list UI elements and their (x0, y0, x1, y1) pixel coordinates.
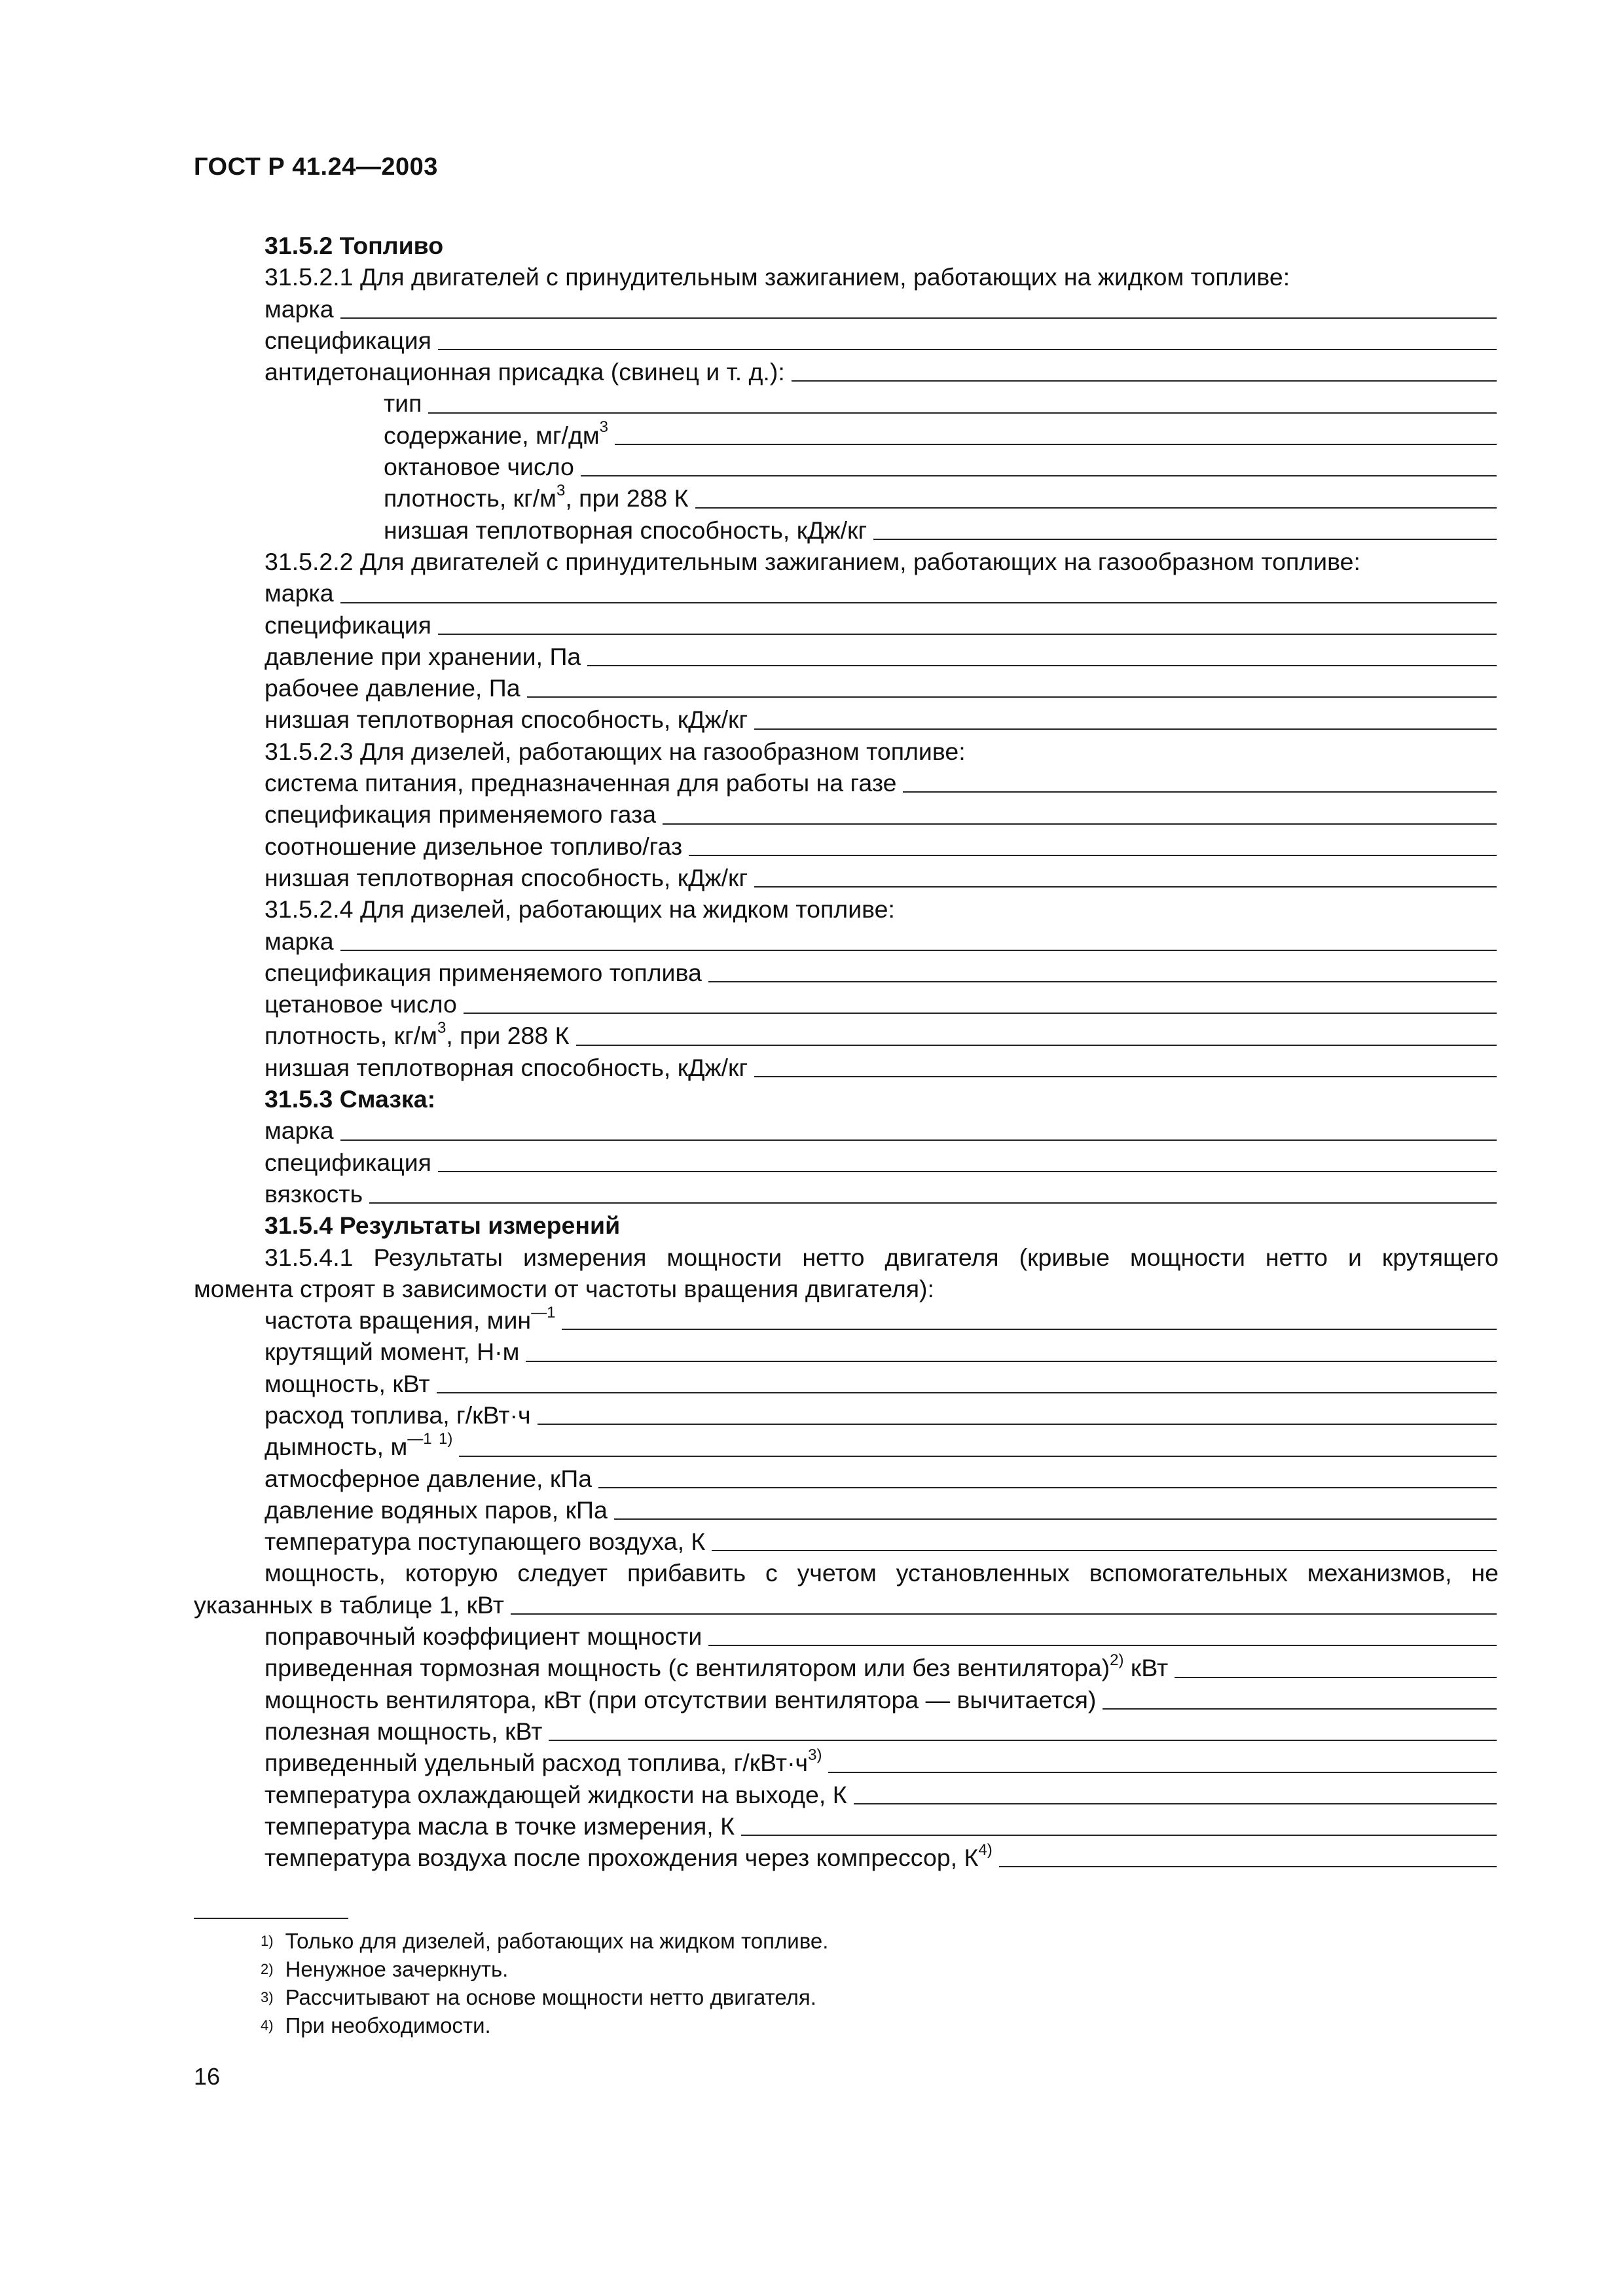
field-tip (194, 387, 1499, 419)
field-oktan (194, 451, 1499, 482)
field-label: полезная мощность, кВт (264, 1717, 543, 1745)
field-polezn (194, 1715, 1499, 1747)
fill-line[interactable] (1175, 1677, 1497, 1678)
footnote-4: $^{4)}$ При необходимости. (194, 2011, 828, 2039)
field-antidet (194, 356, 1499, 387)
field-marka-5 (194, 1115, 1499, 1146)
fill-line[interactable] (614, 1518, 1497, 1520)
label-text: приведенный удельный расход топлива, г/кВт·ч (264, 1749, 809, 1777)
fill-line[interactable] (526, 1361, 1497, 1362)
superscript: 3 (437, 1018, 447, 1037)
footnote-ref: 2) (1110, 1651, 1124, 1669)
section-title-31-5-3: 31.5.3 Смазка: (264, 1085, 436, 1113)
field-cetan (194, 988, 1499, 1020)
field-temp-vozd (194, 1526, 1499, 1557)
field-label (384, 482, 689, 514)
fill-line[interactable] (873, 539, 1497, 540)
field-marka-4 (194, 925, 1499, 957)
field-chastota (194, 1304, 1499, 1336)
label-text: кВт (1123, 1654, 1169, 1682)
label-text: содержание, мг/дм (384, 421, 600, 449)
field-label: давление при хранении, Па (264, 642, 581, 670)
footnote-separator (194, 1918, 348, 1919)
fill-line[interactable] (549, 1740, 1497, 1741)
footnotes (194, 1927, 828, 2039)
label-text: плотность, кг/м (384, 484, 556, 512)
field-label: антидетонационная присадка (свинец и т. д.): (264, 358, 785, 386)
field-soderzh (194, 420, 1499, 451)
fill-line[interactable] (754, 1076, 1497, 1077)
field-label: спецификация применяемого газа (264, 800, 657, 829)
field-label: низшая теплотворная способность, кДж/кг (264, 1053, 748, 1081)
fill-line[interactable] (689, 855, 1497, 856)
fill-line[interactable] (828, 1772, 1497, 1773)
subsection-31-5-2-4: 31.5.2.4 Для дизелей, работающих на жидком топливе: (264, 895, 895, 924)
superscript: 3 (556, 481, 566, 499)
subsection-31-5-2-1: 31.5.2.1 Для двигателей с принудительным зажиганием, работающих на жидком топливе: (264, 263, 1290, 291)
fill-line[interactable] (369, 1202, 1497, 1204)
footnote-3: $^{3)}$ Рассчитывают на основе мощности нетто двигателя. (194, 1983, 828, 2011)
field-label (264, 1431, 452, 1462)
fill-line[interactable] (754, 728, 1497, 730)
field-plotnost-1 (194, 482, 1499, 514)
fill-line[interactable] (464, 1013, 1497, 1014)
field-vent (194, 1684, 1499, 1715)
field-label: низшая теплотворная способность, кДж/кг (264, 863, 748, 891)
footnote-1: $^{1)}$ Только для дизелей, работающих на жидком топливе. (194, 1927, 828, 1955)
label-text: дымность, м (264, 1433, 408, 1461)
field-label: низшая теплотворная способность, кДж/кг (264, 706, 748, 734)
field-popr (194, 1621, 1499, 1652)
label-text: частота вращения, мин (264, 1306, 532, 1335)
field-nizsh-1 (194, 514, 1499, 546)
fill-line[interactable] (527, 696, 1497, 698)
footnote-text: Ненужное зачеркнуть. (285, 1957, 509, 1981)
field-nizsh-3 (194, 862, 1499, 893)
fill-line[interactable] (754, 886, 1497, 888)
field-label: указанных в таблице 1, кВт (194, 1590, 504, 1619)
field-marka-1 (194, 293, 1499, 325)
field-plotnost-4 (194, 1020, 1499, 1051)
fill-line[interactable] (587, 665, 1497, 666)
field-tormoz (194, 1652, 1499, 1683)
footnote-text: Только для дизелей, работающих на жидком топливе. (285, 1929, 829, 1953)
fill-line[interactable] (340, 602, 1497, 603)
superscript: 3 (599, 418, 608, 437)
fill-line[interactable] (581, 475, 1497, 476)
field-label (264, 1652, 1168, 1683)
field-label: температура масла в точке измерения, К (264, 1812, 735, 1840)
page-number: 16 (194, 2063, 221, 2090)
fill-line[interactable] (999, 1866, 1497, 1867)
superscript: —1 (531, 1303, 556, 1321)
footnote-text: Рассчитывают на основе мощности нетто двигателя. (285, 1985, 816, 2009)
field-spec-1 (194, 325, 1499, 356)
field-udeln (194, 1747, 1499, 1778)
field-label: крутящий момент, Н·м (264, 1338, 520, 1366)
field-pribav-label: мощность, которую следует прибавить с учетом установленных вспомогательных механизмов, не (264, 1559, 1499, 1587)
field-nizsh-2 (194, 704, 1499, 735)
field-label: марка (264, 579, 334, 607)
field-spec-2 (194, 609, 1499, 641)
field-label: марка (264, 295, 334, 323)
document-header: ГОСТ Р 41.24—2003 (194, 153, 438, 181)
field-ohl (194, 1779, 1499, 1810)
footnote-2: $^{2)}$ Ненужное зачеркнуть. (194, 1955, 828, 1983)
field-label: низшая теплотворная способность, кДж/кг (384, 516, 867, 544)
fill-line[interactable] (708, 1645, 1497, 1646)
field-label: мощность, кВт (264, 1369, 430, 1397)
superscript: —1 (407, 1429, 432, 1448)
field-pribav (194, 1589, 1499, 1621)
label-text: плотность, кг/м (264, 1022, 437, 1050)
field-label: спецификация (264, 326, 431, 354)
field-atm (194, 1463, 1499, 1494)
section-title-31-5-4: 31.5.4 Результаты измерений (264, 1211, 621, 1240)
fill-line[interactable] (903, 791, 1497, 793)
fill-line[interactable] (695, 507, 1497, 509)
fill-line[interactable] (340, 317, 1497, 319)
field-label: атмосферное давление, кПа (264, 1464, 593, 1492)
field-vod (194, 1494, 1499, 1526)
fill-line[interactable] (562, 1329, 1497, 1330)
field-label: мощность вентилятора, кВт (при отсутствии вентилятора — вычитается) (264, 1685, 1097, 1713)
fill-line[interactable] (576, 1045, 1497, 1046)
field-moshn (194, 1368, 1499, 1399)
subsection-31-5-2-3: 31.5.2.3 Для дизелей, работающих на газообразном топливе: (264, 737, 966, 765)
subsection-31-5-4-1-cont: момента строят в зависимости от частоты вращения двигателя): (194, 1274, 934, 1302)
field-krut (194, 1336, 1499, 1367)
field-rashod (194, 1399, 1499, 1431)
fill-line[interactable] (712, 1550, 1497, 1551)
field-label: давление водяных паров, кПа (264, 1496, 608, 1524)
fill-line[interactable] (437, 1392, 1497, 1393)
fill-line[interactable] (340, 1139, 1497, 1141)
fill-line[interactable] (854, 1803, 1497, 1804)
footnote-ref: 3) (808, 1746, 822, 1764)
label-text: , при 288 К (446, 1022, 570, 1050)
field-sistema (194, 767, 1499, 798)
footnote-ref: 4) (978, 1840, 993, 1859)
fill-line[interactable] (438, 634, 1497, 635)
field-label: марка (264, 927, 334, 955)
label-text: температура воздуха после прохождения через компрессор, К (264, 1844, 979, 1872)
field-label: марка (264, 1117, 334, 1145)
field-label: спецификация (264, 1148, 431, 1176)
field-sootn (194, 831, 1499, 862)
fill-line[interactable] (438, 1171, 1497, 1172)
footnote-ref: 1) (439, 1429, 453, 1448)
footnote-text: При необходимости. (285, 2013, 491, 2037)
field-rab-davl (194, 672, 1499, 704)
fill-line[interactable] (708, 981, 1497, 982)
subsection-31-5-4-1: 31.5.4.1 Результаты измерения мощности нетто двигателя (кривые мощности нетто и крутящего (264, 1243, 1499, 1271)
field-label (264, 1842, 993, 1873)
field-label: система питания, предназначенная для работы на газе (264, 769, 897, 797)
field-label: октановое число (384, 453, 574, 481)
field-label: цетановое число (264, 990, 457, 1018)
field-label: температура охлаждающей жидкости на выходе, К (264, 1780, 847, 1808)
field-vyazk (194, 1178, 1499, 1210)
field-spec-5 (194, 1147, 1499, 1178)
fill-line[interactable] (598, 1487, 1497, 1488)
form-content (194, 230, 1499, 1873)
field-label: поправочный коэффициент мощности (264, 1623, 702, 1651)
field-label (264, 1304, 555, 1336)
fill-line[interactable] (792, 380, 1497, 382)
field-label (384, 420, 608, 451)
section-title-31-5-2: 31.5.2 Топливо (264, 232, 444, 259)
fill-line[interactable] (340, 950, 1497, 951)
fill-line[interactable] (511, 1613, 1497, 1615)
field-label: тип (384, 389, 422, 418)
fill-line[interactable] (615, 444, 1497, 445)
field-spec-topl (194, 957, 1499, 988)
label-text: , при 288 К (565, 484, 689, 512)
field-davl-hran (194, 641, 1499, 672)
field-masla (194, 1810, 1499, 1842)
field-spec-gaza (194, 798, 1499, 830)
field-label: спецификация (264, 611, 431, 639)
fill-line[interactable] (428, 412, 1497, 414)
field-label: рабочее давление, Па (264, 674, 520, 702)
field-marka-2 (194, 577, 1499, 609)
fill-line[interactable] (459, 1456, 1497, 1457)
fill-line[interactable] (663, 823, 1497, 825)
field-label: соотношение дизельное топливо/газ (264, 832, 683, 860)
field-label: вязкость (264, 1179, 363, 1208)
field-label: расход топлива, г/кВт·ч (264, 1401, 531, 1429)
subsection-31-5-2-2: 31.5.2.2 Для двигателей с принудительным зажиганием, работающих на газообразном топливе: (264, 547, 1360, 575)
field-label: спецификация применяемого топлива (264, 958, 702, 986)
field-nizsh-4 (194, 1052, 1499, 1083)
label-text: приведенная тормозная мощность (с вентилятором или без вентилятора) (264, 1654, 1110, 1682)
field-kompr (194, 1842, 1499, 1873)
fill-line[interactable] (438, 349, 1497, 350)
field-label (264, 1747, 822, 1778)
field-label (264, 1020, 570, 1051)
fill-line[interactable] (538, 1424, 1497, 1425)
fill-line[interactable] (1103, 1708, 1497, 1710)
field-label: температура поступающего воздуха, К (264, 1528, 706, 1556)
field-dymn (194, 1431, 1499, 1462)
fill-line[interactable] (741, 1835, 1497, 1836)
